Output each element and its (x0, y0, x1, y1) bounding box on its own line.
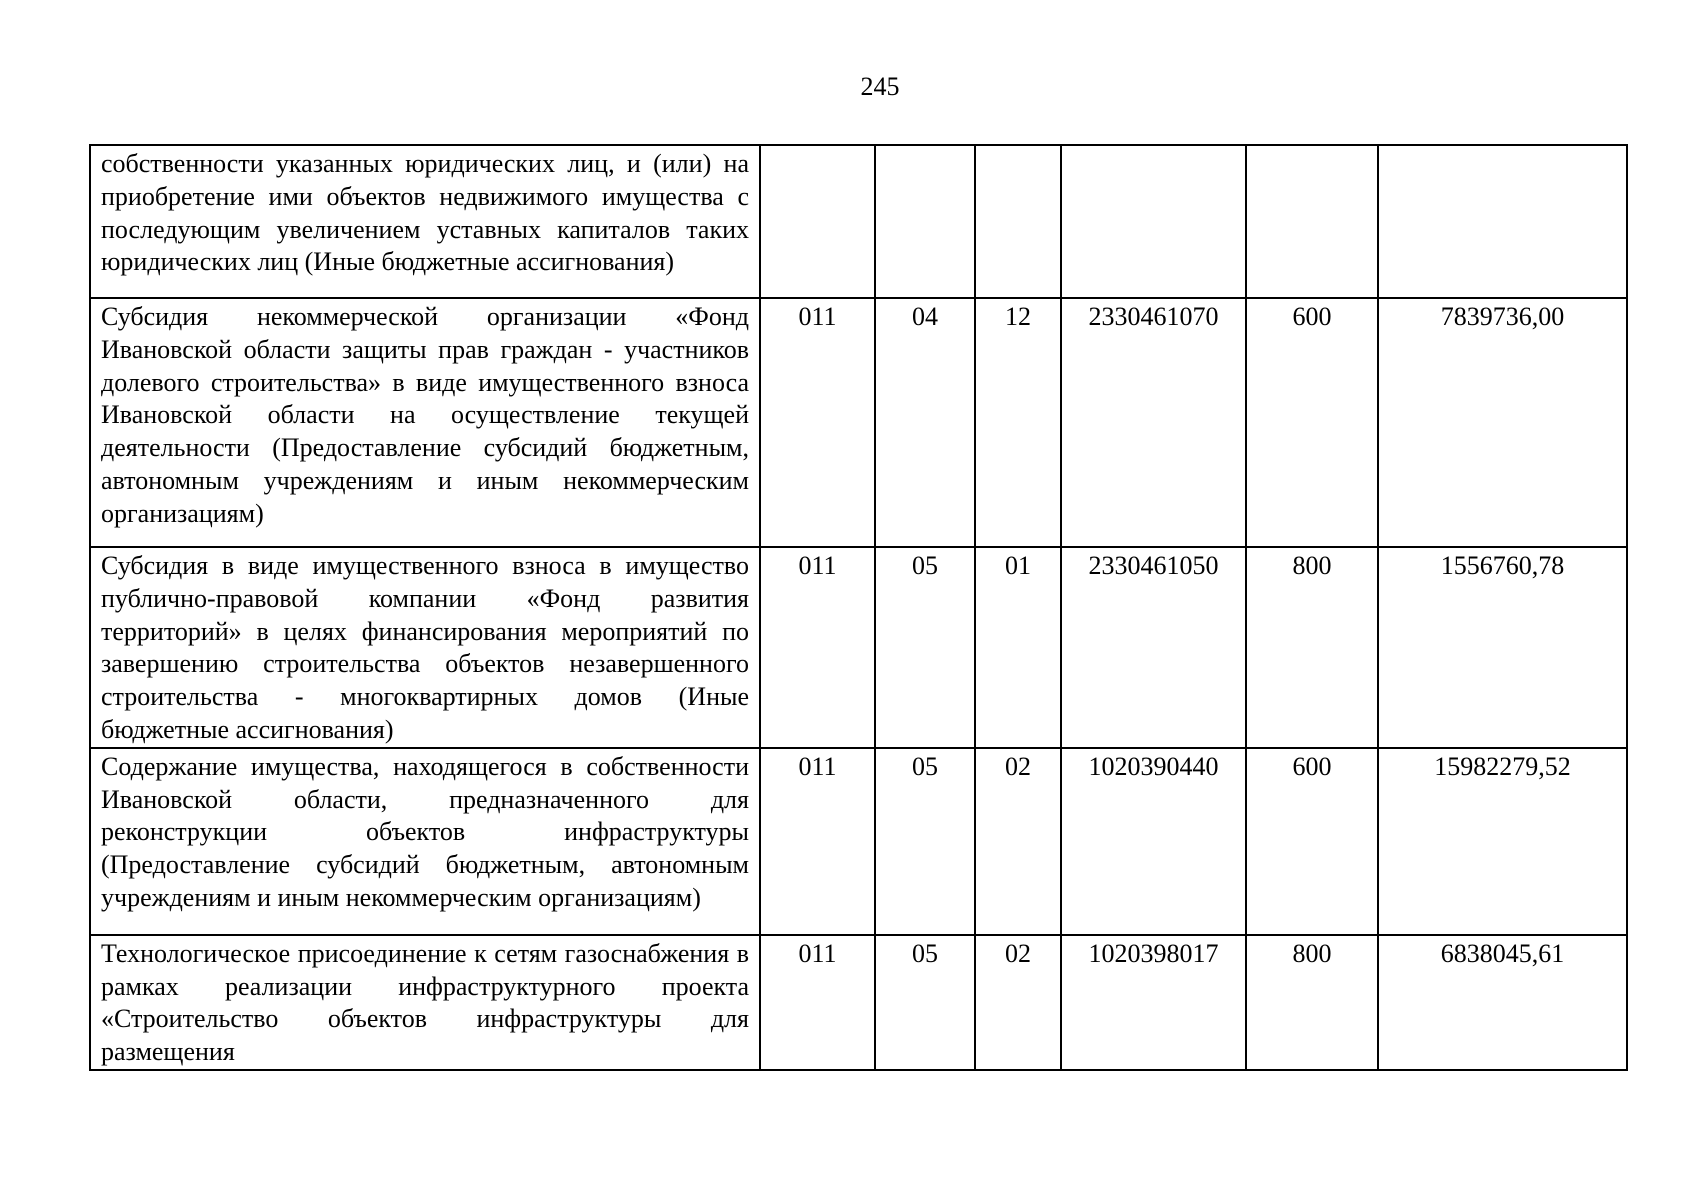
row-expense-type: 600 (1246, 748, 1378, 935)
row-target-article: 2330461070 (1061, 298, 1246, 547)
page-number-text: 245 (860, 72, 900, 101)
row-description: Содержание имущества, находящегося в собственности Ивановской области, предназначенного для реконструкции объектов инфраструктуры (Предоставление субсидий бюджетным, автономным учреждениям и иным некоммерческим организациям) (90, 748, 760, 935)
table-row (90, 145, 1627, 298)
budget-table (89, 144, 1628, 1071)
table-row (90, 298, 1627, 547)
table-row (90, 748, 1627, 935)
row-amount: 1556760,78 (1378, 547, 1627, 748)
table-row (90, 547, 1627, 748)
row-code: 011 (760, 935, 875, 1070)
row-amount: 15982279,52 (1378, 748, 1627, 935)
row-section: 05 (875, 935, 975, 1070)
row-subsection: 02 (975, 748, 1061, 935)
row-target-article (1061, 145, 1246, 298)
row-code: 011 (760, 298, 875, 547)
row-subsection: 01 (975, 547, 1061, 748)
row-target-article: 2330461050 (1061, 547, 1246, 748)
row-section: 04 (875, 298, 975, 547)
row-amount (1378, 145, 1627, 298)
row-expense-type: 800 (1246, 547, 1378, 748)
row-expense-type: 800 (1246, 935, 1378, 1070)
row-code: 011 (760, 547, 875, 748)
row-section (875, 145, 975, 298)
row-section: 05 (875, 547, 975, 748)
row-amount: 6838045,61 (1378, 935, 1627, 1070)
row-code (760, 145, 875, 298)
row-amount: 7839736,00 (1378, 298, 1627, 547)
row-description: собственности указанных юридических лиц, и (или) на приобретение ими объектов недвижимого имущества с последующим увеличением уставных капиталов таких юридических лиц (Иные бюджетные ассигнования) (90, 145, 760, 298)
row-code: 011 (760, 748, 875, 935)
row-description: Субсидия в виде имущественного взноса в имущество публично-правовой компании «Фонд развития территорий» в целях финансирования мероприятий по завершению строительства объектов незавершенного строительства - многоквартирных домов (Иные бюджетные ассигнования) (90, 547, 760, 748)
row-subsection: 02 (975, 935, 1061, 1070)
row-description: Технологическое присоединение к сетям газоснабжения в рамках реализации инфраструктурного проекта «Строительство объектов инфраструктуры для размещения (90, 935, 760, 1070)
row-section: 05 (875, 748, 975, 935)
row-expense-type: 600 (1246, 298, 1378, 547)
page-number (0, 72, 1697, 102)
row-target-article: 1020398017 (1061, 935, 1246, 1070)
row-expense-type (1246, 145, 1378, 298)
table-row (90, 935, 1627, 1070)
row-subsection (975, 145, 1061, 298)
row-target-article: 1020390440 (1061, 748, 1246, 935)
row-description: Субсидия некоммерческой организации «Фонд Ивановской области защиты прав граждан - участников долевого строительства» в виде имущественного взноса Ивановской области на осуществление текущей деятельности (Предоставление субсидий бюджетным, автономным учреждениям и иным некоммерческим организациям) (90, 298, 760, 547)
row-subsection: 12 (975, 298, 1061, 547)
